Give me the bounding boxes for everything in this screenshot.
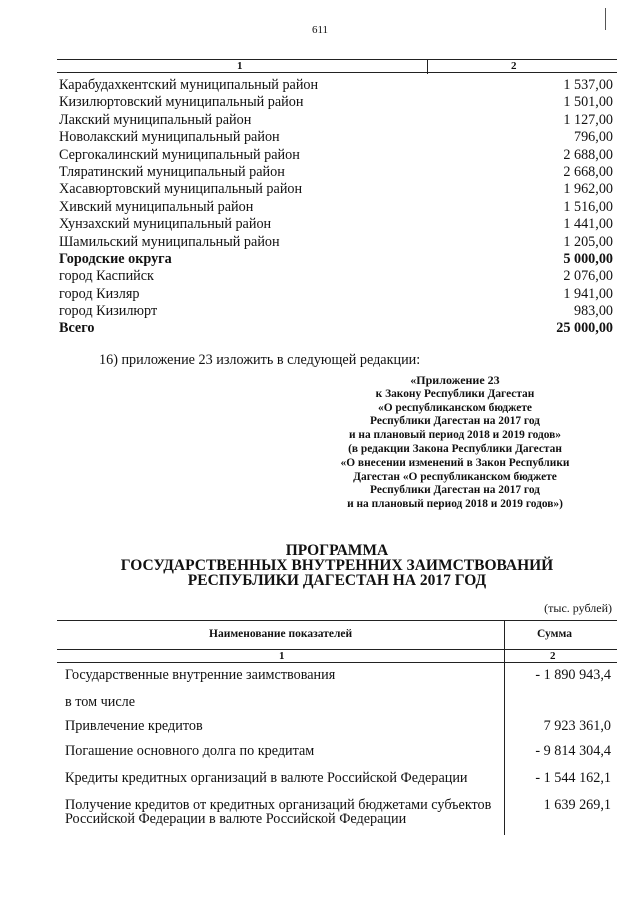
table-row — [57, 216, 617, 233]
appendix-line: и на плановый период 2018 и 2019 годов») — [347, 498, 563, 511]
table-row — [57, 94, 617, 111]
row-name: город Каспийск — [59, 268, 154, 285]
table-row — [57, 199, 617, 216]
borrowing-table-header — [57, 620, 617, 650]
row-name: Хивский муниципальный район — [59, 198, 254, 215]
row-name: Лакский муниципальный район — [59, 111, 252, 128]
row-name: в том числе — [65, 694, 136, 710]
table-row — [57, 181, 617, 198]
header-sum: Сумма — [537, 628, 572, 640]
row-name: город Кизляр — [59, 285, 140, 302]
column-divider — [504, 620, 505, 835]
column-divider — [427, 60, 428, 74]
row-value: 1 962,00 — [563, 181, 613, 198]
page-number: 611 — [311, 24, 329, 36]
amendment-item-16: 16) приложение 23 изложить в следующей редакции: — [99, 352, 421, 368]
column-number-2: 2 — [511, 60, 517, 72]
row-value: 1 127,00 — [563, 111, 613, 128]
row-name: Шамильский муниципальный район — [59, 233, 280, 250]
district-table-header — [57, 59, 617, 73]
row-name: Всего — [59, 320, 95, 337]
table-row — [57, 112, 617, 129]
row-value: 2 668,00 — [563, 163, 613, 180]
header-indicator-name: Наименование показателей — [209, 628, 353, 640]
row-value: 2 076,00 — [563, 268, 613, 285]
row-value: 2 688,00 — [563, 146, 613, 163]
table-row — [57, 286, 617, 303]
program-title-line: ПРОГРАММА — [285, 542, 389, 559]
table-row — [57, 77, 617, 94]
row-name: Тляратинский муниципальный район — [59, 163, 285, 180]
row-name: Хасавюртовский муниципальный район — [59, 181, 303, 198]
row-name: Городские округа — [59, 250, 172, 267]
row-name: Государственные внутренние заимствования — [65, 667, 336, 683]
column-number-1: 1 — [279, 650, 285, 662]
row-value: 1 639 269,1 — [543, 797, 611, 813]
row-name: Новолакский муниципальный район — [59, 129, 280, 146]
row-value: 25 000,00 — [556, 320, 613, 337]
row-value: 1 501,00 — [563, 94, 613, 111]
column-number-2: 2 — [550, 650, 556, 662]
program-title — [57, 543, 617, 588]
program-title-line: РЕСПУБЛИКИ ДАГЕСТАН НА 2017 ГОД — [187, 572, 487, 589]
row-name: Кредиты кредитных организаций в валюте Российской Федерации — [65, 770, 468, 786]
row-name: город Кизилюрт — [59, 303, 158, 320]
appendix-line: (в редакции Закона Республики Дагестан — [348, 442, 562, 455]
row-name: Хунзахский муниципальный район — [59, 216, 272, 233]
margin-mark — [605, 8, 606, 30]
table-row — [57, 147, 617, 164]
row-value: 5 000,00 — [563, 250, 613, 267]
appendix-line: «О республиканском бюджете — [378, 401, 532, 414]
borrowing-table — [57, 620, 617, 827]
district-table — [57, 59, 617, 338]
table-row — [57, 164, 617, 181]
row-value: 796,00 — [573, 129, 613, 146]
row-name: Погашение основного долга по кредитам — [65, 743, 315, 759]
appendix-line: Республики Дагестан на 2017 год — [370, 415, 540, 428]
table-row — [57, 234, 617, 251]
row-value: 983,00 — [573, 303, 613, 320]
row-name: Кизилюртовский муниципальный район — [59, 94, 304, 111]
row-value: 1 537,00 — [563, 77, 613, 93]
row-value: - 1 890 943,4 — [535, 667, 611, 683]
table-row-total — [57, 320, 617, 337]
appendix-heading — [300, 374, 610, 512]
row-value: - 1 544 162,1 — [535, 770, 611, 786]
table-row-subtotal — [57, 251, 617, 268]
appendix-line: «О внесении изменений в Закон Республики — [340, 456, 570, 469]
row-value: - 9 814 304,4 — [535, 743, 611, 759]
row-name: Сергокалинский муниципальный район — [59, 146, 300, 163]
row-value: 1 441,00 — [563, 216, 613, 233]
row-value: 1 205,00 — [563, 233, 613, 250]
appendix-line: Республики Дагестан на 2017 год — [370, 484, 540, 497]
appendix-line: к Закону Республики Дагестан — [375, 387, 535, 400]
appendix-line: «Приложение 23 — [410, 373, 500, 387]
appendix-line: и на плановый период 2018 и 2019 годов» — [348, 429, 562, 442]
row-name: Привлечение кредитов — [65, 718, 203, 734]
program-title-line: ГОСУДАРСТВЕННЫХ ВНУТРЕННИХ ЗАИМСТВОВАНИЙ — [120, 557, 554, 574]
row-name: Получение кредитов от кредитных организаций бюджетами субъектов Российской Федерации в валюте Российской Федерации — [65, 797, 492, 827]
row-value: 1 941,00 — [563, 285, 613, 302]
row-value: 7 923 361,0 — [543, 718, 611, 734]
row-name: Карабудахкентский муниципальный район — [59, 77, 319, 93]
appendix-line: Дагестан «О республиканском бюджете — [353, 470, 557, 483]
row-value: 1 516,00 — [563, 198, 613, 215]
table-row — [57, 303, 617, 320]
table-row — [57, 129, 617, 146]
column-number-1: 1 — [237, 60, 243, 72]
table-row — [57, 268, 617, 285]
borrowing-table-column-numbers — [57, 650, 617, 663]
units-label: (тыс. рублей) — [544, 601, 612, 615]
